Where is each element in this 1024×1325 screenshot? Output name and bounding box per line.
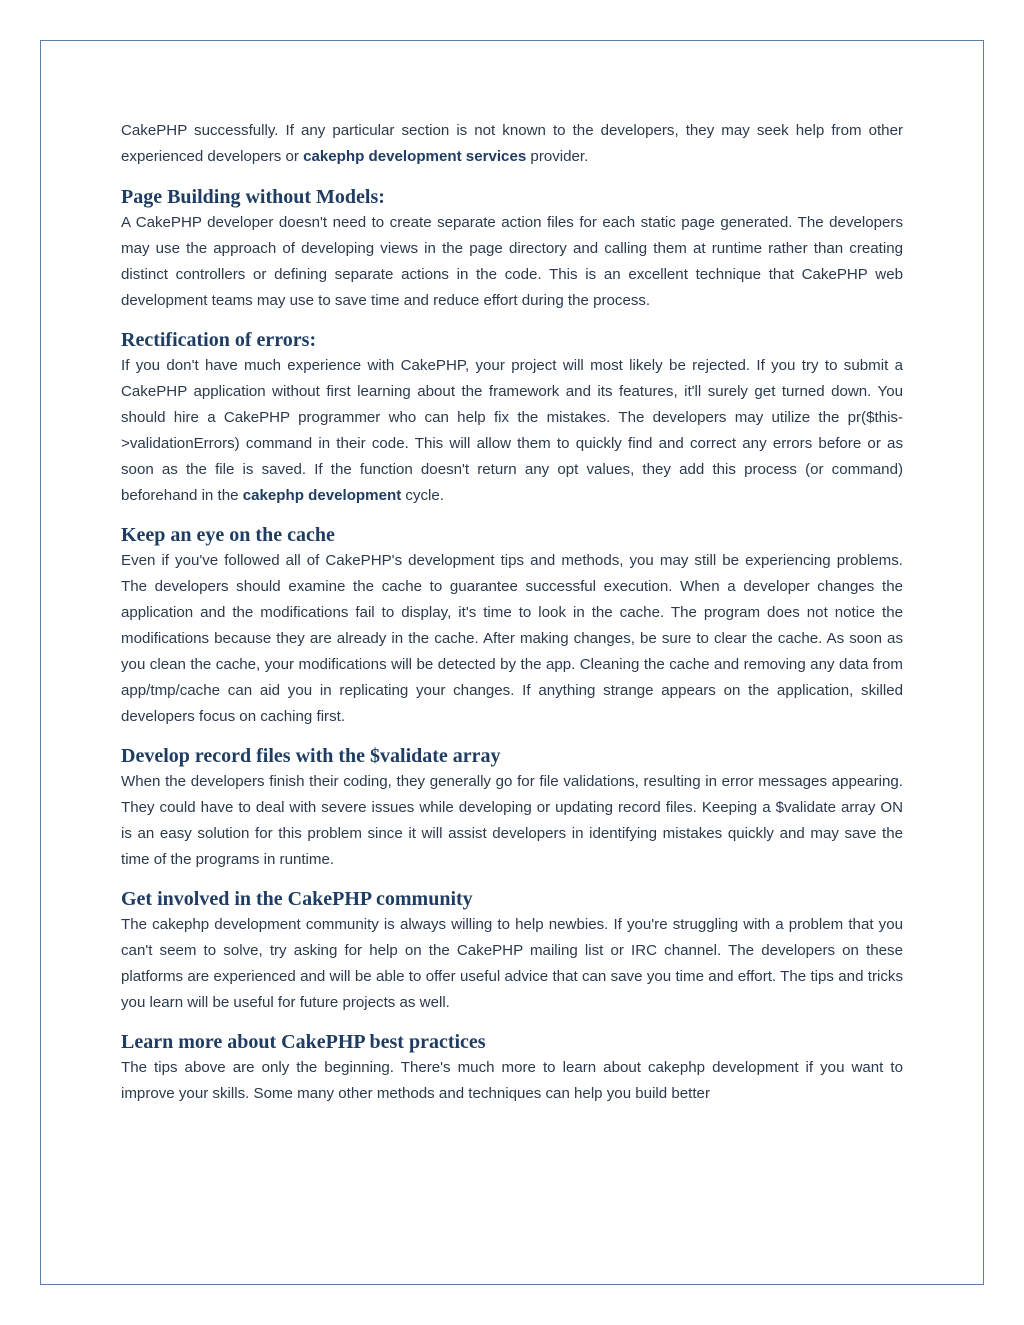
section-paragraph — [121, 353, 903, 509]
section-heading: Get involved in the CakePHP community — [121, 888, 473, 910]
section-paragraph: Even if you've followed all of CakePHP's development tips and methods, you may still be experiencing problems. The developers should examine the cache to guarantee successful execution. When a developer changes the application and the modifications fail to display, it's time to look in the cache. The program does not notice the modifications because they are already in the cache. After making changes, be sure to clear the cache. As soon as you clean the cache, your modifications will be detected by the app. Cleaning the cache and removing any data from app/tmp/cache can aid you in replicating your changes. If anything strange appears on the application, skilled developers focus on caching first. — [121, 552, 903, 725]
section-heading: Page Building without Models: — [121, 186, 385, 208]
intro-text: CakePHP successfully. If any particular section is not known to the developers, they may seek help from other experienced developers or — [121, 122, 903, 165]
section-validate-array — [121, 743, 903, 873]
intro-paragraph — [121, 118, 903, 170]
paragraph-text-end: cycle. — [401, 487, 444, 504]
section-page-building — [121, 184, 903, 314]
section-heading: Keep an eye on the cache — [121, 524, 335, 546]
section-rectification — [121, 327, 903, 509]
section-best-practices — [121, 1029, 903, 1107]
section-paragraph: The cakephp development community is always willing to help newbies. If you're struggling with a problem that you can't seem to solve, try asking for help on the CakePHP mailing list or IRC channel. The developers on these platforms are experienced and will be able to offer useful advice that can save you time and effort. The tips and tricks you learn will be useful for future projects as well. — [121, 916, 903, 1011]
section-heading: Develop record files with the $validate array — [121, 745, 501, 767]
paragraph-text: If you don't have much experience with CakePHP, your project will most likely be rejected. If you try to submit a CakePHP application without first learning about the framework and its features, it'll surely get turned down. You should hire a CakePHP programmer who can help fix the mistakes. The developers may utilize the pr($this->validationErrors) command in their code. This will allow them to quickly find and correct any errors before or as soon as the file is saved. If the function doesn't return any opt values, they add this process (or command) beforehand in the — [121, 357, 903, 504]
section-heading: Learn more about CakePHP best practices — [121, 1031, 486, 1053]
section-cache — [121, 522, 903, 730]
section-paragraph: A CakePHP developer doesn't need to create separate action files for each static page generated. The developers may use the approach of developing views in the page directory and calling them at runtime rather than creating distinct controllers or defining separate actions in the code. This is an excellent technique that CakePHP web development teams may use to save time and reduce effort during the process. — [121, 214, 903, 309]
section-heading: Rectification of errors: — [121, 329, 317, 351]
section-community — [121, 886, 903, 1016]
intro-text-end: provider. — [526, 148, 589, 165]
section-paragraph: When the developers finish their coding, they generally go for file validations, resulting in error messages appearing. They could have to deal with severe issues while developing or updating record files. Keeping a $validate array ON is an easy solution for this problem since it will assist developers in identifying mistakes quickly and may save the time of the programs in runtime. — [121, 773, 903, 868]
bold-cakephp-development: cakephp development — [242, 487, 402, 504]
link-cakephp-development-services: cakephp development services — [303, 148, 527, 165]
section-paragraph: The tips above are only the beginning. There's much more to learn about cakephp development if you want to improve your skills. Some many other methods and techniques can help you build better — [121, 1059, 903, 1102]
document-body — [121, 118, 903, 1120]
